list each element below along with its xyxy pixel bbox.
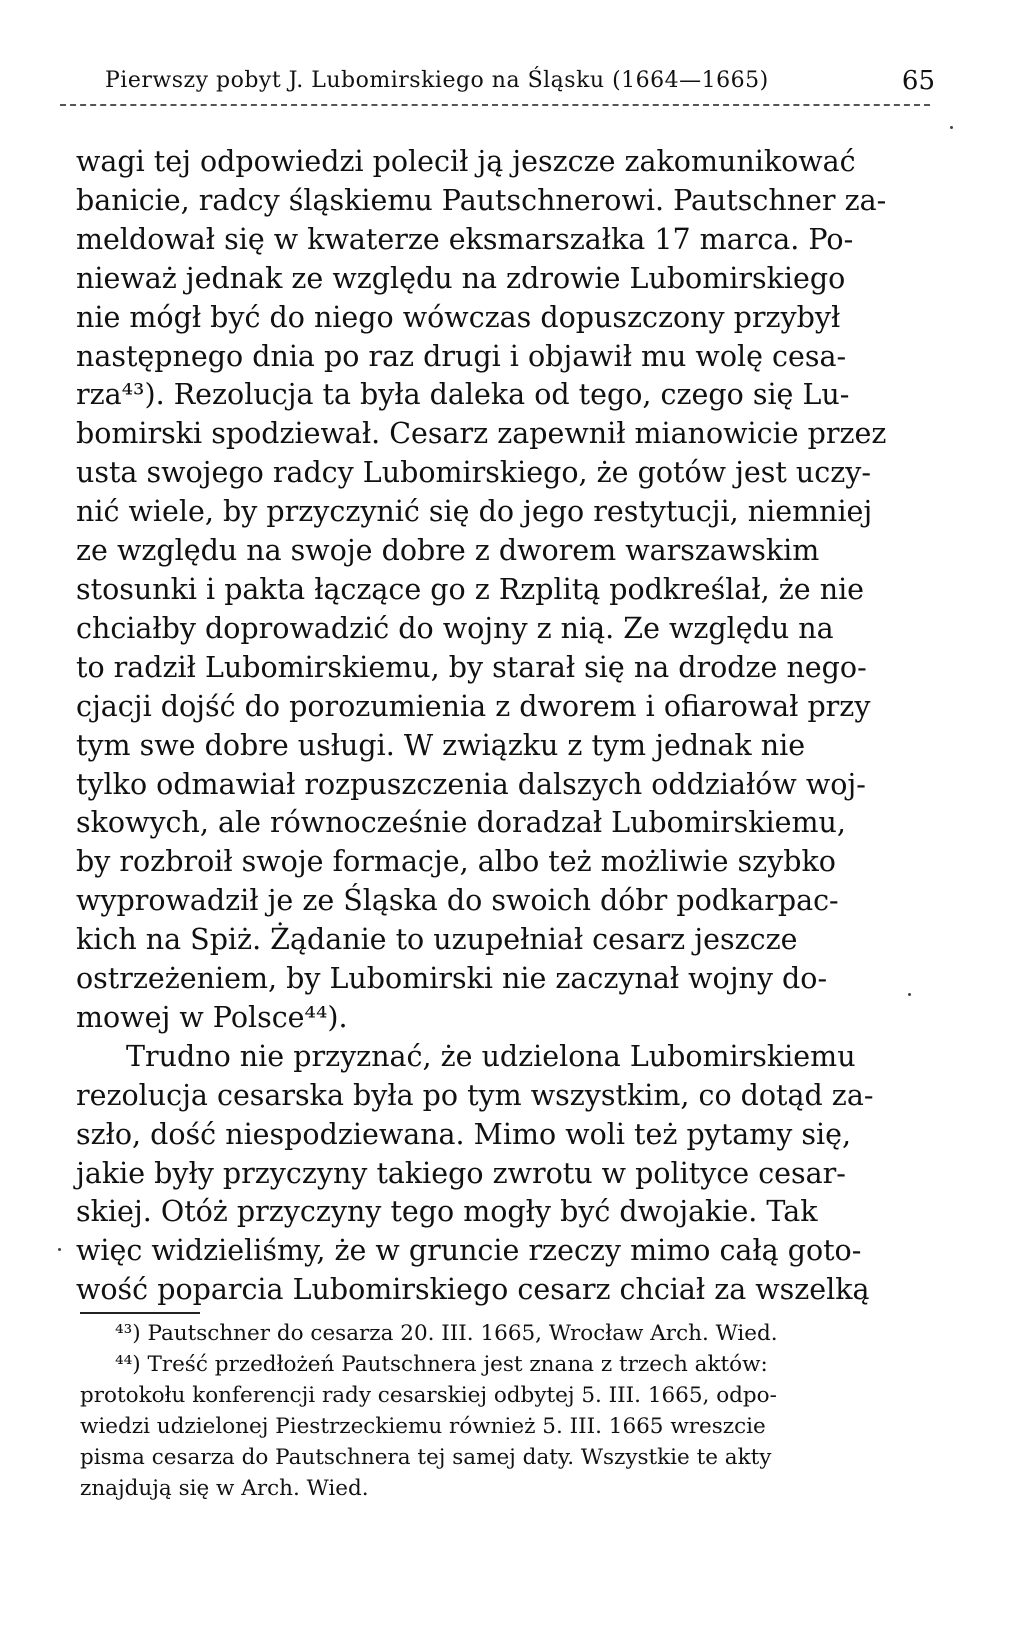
main-text [76,143,931,1310]
running-head [105,62,935,108]
page-number: 65 [901,66,935,96]
paragraph-2: Trudno nie przyznać, że udzielona Lubomirskiemu rezolucja cesarska była po tym wszystkim, co dotąd za- szło, dość niespodziewana. Mimo woli też pytamy się, jakie były przyczyny takiego zwrotu w polityce cesar- skiej. Otóż przyczyny tego mogły być dwojakie. Tak więc widzieliśmy, że w gruncie rzeczy mimo całą goto- wość poparcia Lubomirskiego cesarz chciał za wszelką [76,1039,874,1307]
running-title: Pierwszy pobyt J. Lubomirskiego na Śląsku (1664—1665) [105,68,769,93]
footnote-43: ⁴³) Pautschner do cesarza 20. III. 1665, Wrocław Arch. Wied. [115,1321,778,1346]
paragraph-1: wagi tej odpowiedzi polecił ją jeszcze zakomunikować banicie, radcy śląskiemu Pautschnerowi. Pautschner za- meldował się w kwaterze eksmarszałka 17 marca. Po- nieważ jednak ze względu na zdrowie Lubomirskiego nie mógł być do niego wówczas dopuszczony przybył następnego dnia po raz drugi i objawił mu wolę cesa- rza⁴³). Rezolucja ta była daleka od tego, czego się Lu- bomirski spodziewał. Cesarz zapewnił mianowicie przez usta swojego radcy Lubomirskiego, że gotów jest uczy- nić wiele, by przyczynić się do jego restytucji, niemniej ze względu na swoje dobre z dworem warszawskim stosunki i pakta łączące go z Rzplitą podkreślał, że nie chciałby doprowadzić do wojny z nią. Ze względu na to radził Lubomirskiemu, by starał się na drodze nego- cjacji dojść do porozumienia z dworem i ofiarował przy tym swe dobre usługi. W związku z tym jednak nie tylko odmawiał rozpuszczenia dalszych oddziałów woj- skowych, ale równocześnie doradzał Lubomirskiemu, by rozbroił swoje formacje, albo też możliwie szybko wyprowadził je ze Śląska do swoich dóbr podkarpac- kich na Spiż. Żądanie to uzupełniał cesarz jeszcze ostrzeżeniem, by Lubomirski nie zaczynał wojny do- mowej w Polsce⁴⁴). [76,145,887,1034]
speck-mark [950,126,953,129]
footnote-rule [80,1312,200,1314]
speck-mark [58,1248,61,1251]
header-rule [60,104,930,106]
footnote-44: ⁴⁴) Treść przedłożeń Pautschnera jest znana z trzech aktów: protokołu konferencji rady cesarskiej odbytej 5. III. 1665, odpo- wiedzi udzielonej Piestrzeckiemu również 5. III. 1665 wreszcie pisma cesarza do Pautschnera tej samej daty. Wszystkie te akty znajdują się w Arch. Wied. [80,1352,777,1501]
footnotes [80,1318,930,1504]
speck-mark [908,993,911,996]
